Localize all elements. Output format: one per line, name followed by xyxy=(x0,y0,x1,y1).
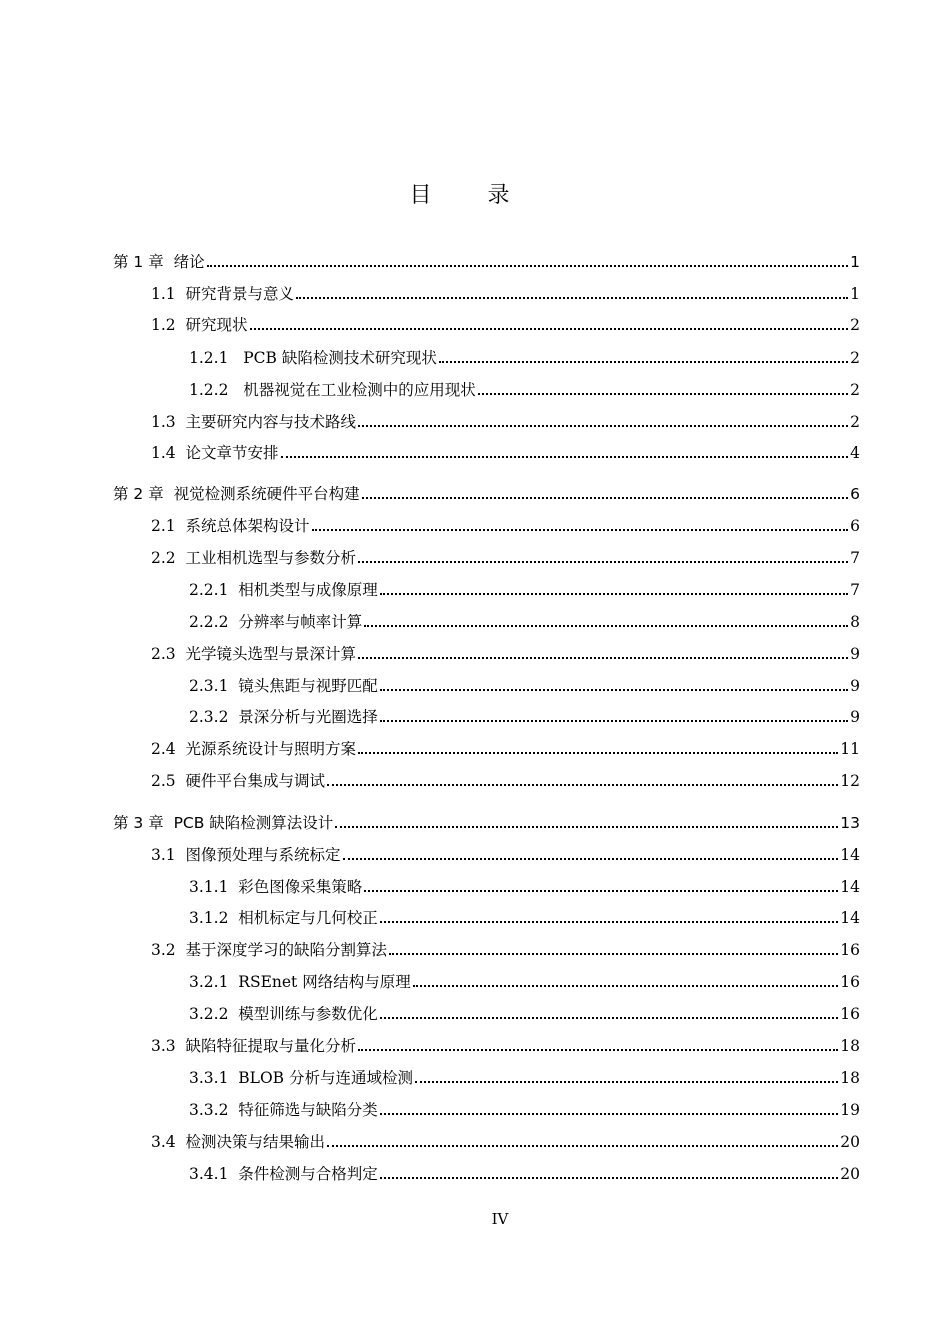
toc-dot-leader xyxy=(478,393,848,395)
toc-dot-leader xyxy=(358,657,848,659)
toc-dot-leader xyxy=(296,297,848,299)
toc-page-number: 19 xyxy=(840,1101,860,1119)
toc-entry-label: 2.2 工业相机选型与参数分析 xyxy=(151,549,357,567)
toc-section-entry[interactable] xyxy=(113,936,860,960)
toc-entry-label: 1.3 主要研究内容与技术路线 xyxy=(151,413,357,431)
toc-dot-leader xyxy=(207,265,849,267)
toc-page-number: 18 xyxy=(840,1037,860,1055)
toc-dot-leader xyxy=(380,1113,838,1115)
toc-entry-label: 2.5 硬件平台集成与调试 xyxy=(151,772,326,790)
toc-page-number: 9 xyxy=(850,708,860,726)
toc-dot-leader xyxy=(380,593,848,595)
toc-page-number: 7 xyxy=(850,549,860,567)
toc-chapter-entry[interactable] xyxy=(113,480,860,504)
toc-dot-leader xyxy=(362,497,849,499)
toc-section-entry[interactable] xyxy=(113,735,860,759)
toc-chapter-entry[interactable] xyxy=(113,248,860,272)
toc-page-number: 12 xyxy=(840,772,860,790)
toc-entry-label: 1.1 研究背景与意义 xyxy=(151,285,295,303)
toc-page-number: 18 xyxy=(840,1069,860,1087)
toc-dot-leader xyxy=(415,1081,838,1083)
toc-entry-label: 2.4 光源系统设计与照明方案 xyxy=(151,740,357,758)
toc-page-number: 2 xyxy=(850,413,860,431)
toc-entry-label: 1.4 论文章节安排 xyxy=(151,444,279,462)
toc-page-number: 7 xyxy=(850,581,860,599)
toc-section-entry[interactable] xyxy=(113,576,860,600)
toc-dot-leader xyxy=(389,953,838,955)
toc-entry-label: 3.2.1 RSEnet 网络结构与原理 xyxy=(189,973,411,991)
toc-chapter-entry[interactable] xyxy=(113,809,860,833)
toc-entry-label: 3.1 图像预处理与系统标定 xyxy=(151,846,341,864)
toc-page-number: 2 xyxy=(850,316,860,334)
toc-entry-label: 1.2.1 PCB 缺陷检测技术研究现状 xyxy=(189,349,437,367)
toc-dot-leader xyxy=(439,361,848,363)
toc-entry-label: 2.2.2 分辨率与帧率计算 xyxy=(189,613,363,631)
toc-entry-label: 3.3 缺陷特征提取与量化分析 xyxy=(151,1037,357,1055)
toc-dot-leader xyxy=(380,689,848,691)
toc-section-entry[interactable] xyxy=(113,873,860,897)
toc-dot-leader xyxy=(327,784,838,786)
toc-dot-leader xyxy=(335,826,838,828)
toc-section-entry[interactable] xyxy=(113,1128,860,1152)
toc-page-number: 6 xyxy=(850,517,860,535)
toc-page-number: 4 xyxy=(850,444,860,462)
toc-entry-label: 2.3.1 镜头焦距与视野匹配 xyxy=(189,677,378,695)
toc-entry-label: 3.1.1 彩色图像采集策略 xyxy=(189,878,363,896)
toc-section-entry[interactable] xyxy=(113,344,860,368)
toc-section-entry[interactable] xyxy=(113,376,860,400)
toc-dot-leader xyxy=(358,425,848,427)
toc-entry-label: 1.2.2 机器视觉在工业检测中的应用现状 xyxy=(189,381,476,399)
toc-entry-label: 3.3.2 特征筛选与缺陷分类 xyxy=(189,1101,378,1119)
toc-entry-label: 1.2 研究现状 xyxy=(151,316,248,334)
toc-page-number: 1 xyxy=(850,285,860,303)
toc-entry-label: 第 3 章 PCB 缺陷检测算法设计 xyxy=(113,814,334,832)
toc-entry-label: 第 1 章 绪论 xyxy=(113,253,205,271)
toc-page-number: 8 xyxy=(850,613,860,631)
toc-section-entry[interactable] xyxy=(113,672,860,696)
toc-section-entry[interactable] xyxy=(113,512,860,536)
toc-section-entry[interactable] xyxy=(113,1160,860,1184)
toc-page-number: 2 xyxy=(850,349,860,367)
toc-entry-label: 3.2.2 模型训练与参数优化 xyxy=(189,1005,378,1023)
toc-dot-leader xyxy=(380,1017,838,1019)
toc-page-number: 14 xyxy=(840,846,860,864)
toc-page-number: 20 xyxy=(840,1133,860,1151)
toc-dot-leader xyxy=(364,890,838,892)
toc-page-number: 2 xyxy=(850,381,860,399)
toc-section-entry[interactable] xyxy=(113,1064,860,1088)
toc-page-number: 14 xyxy=(840,909,860,927)
toc-page-number: 16 xyxy=(840,941,860,959)
toc-section-entry[interactable] xyxy=(113,280,860,304)
toc-page-number: 9 xyxy=(850,677,860,695)
toc-dot-leader xyxy=(364,625,848,627)
toc-page-number: 14 xyxy=(840,878,860,896)
toc-entry-label: 2.2.1 相机类型与成像原理 xyxy=(189,581,378,599)
toc-page-number: 16 xyxy=(840,1005,860,1023)
toc-dot-leader xyxy=(343,858,839,860)
toc-dot-leader xyxy=(312,529,849,531)
page-title: 目录 xyxy=(409,183,566,208)
toc-section-entry[interactable] xyxy=(113,1032,860,1056)
toc-page-number: 6 xyxy=(850,485,860,503)
toc-entry-label: 3.4.1 条件检测与合格判定 xyxy=(189,1165,378,1183)
toc-page-number: 1 xyxy=(850,253,860,271)
toc-entry-label: 第 2 章 视觉检测系统硬件平台构建 xyxy=(113,485,360,503)
toc-page-number: 20 xyxy=(840,1165,860,1183)
toc-dot-leader xyxy=(380,1177,838,1179)
toc-section-entry[interactable] xyxy=(113,408,860,432)
toc-dot-leader xyxy=(380,921,838,923)
page-number: IV xyxy=(491,1210,509,1228)
toc-section-entry[interactable] xyxy=(113,703,860,727)
toc-entry-label: 3.1.2 相机标定与几何校正 xyxy=(189,909,378,927)
toc-entry-label: 2.3 光学镜头选型与景深计算 xyxy=(151,645,357,663)
toc-section-entry[interactable] xyxy=(113,608,860,632)
toc-entry-label: 3.2 基于深度学习的缺陷分割算法 xyxy=(151,941,388,959)
toc-page-number: 9 xyxy=(850,645,860,663)
toc-entry-label: 2.1 系统总体架构设计 xyxy=(151,517,310,535)
toc-dot-leader xyxy=(250,328,849,330)
toc-dot-leader xyxy=(281,456,849,458)
toc-section-entry[interactable] xyxy=(113,767,860,791)
toc-section-entry[interactable] xyxy=(113,904,860,928)
toc-section-entry[interactable] xyxy=(113,841,860,865)
toc-section-entry[interactable] xyxy=(113,968,860,992)
toc-page-number: 13 xyxy=(840,814,860,832)
toc-section-entry[interactable] xyxy=(113,544,860,568)
toc-page-number: 16 xyxy=(840,973,860,991)
toc-dot-leader xyxy=(358,1049,838,1051)
toc-page-number: 11 xyxy=(840,740,860,758)
toc-section-entry[interactable] xyxy=(113,1096,860,1120)
toc-section-entry[interactable] xyxy=(113,640,860,664)
toc-section-entry[interactable] xyxy=(113,311,860,335)
toc-dot-leader xyxy=(413,985,839,987)
toc-entry-label: 3.3.1 BLOB 分析与连通域检测 xyxy=(189,1069,414,1087)
toc-dot-leader xyxy=(380,720,848,722)
toc-dot-leader xyxy=(327,1145,838,1147)
toc-dot-leader xyxy=(358,561,848,563)
toc-section-entry[interactable] xyxy=(113,1000,860,1024)
toc-entry-label: 2.3.2 景深分析与光圈选择 xyxy=(189,708,378,726)
toc-entry-label: 3.4 检测决策与结果输出 xyxy=(151,1133,326,1151)
toc-dot-leader xyxy=(358,752,838,754)
toc-section-entry[interactable] xyxy=(113,439,860,463)
